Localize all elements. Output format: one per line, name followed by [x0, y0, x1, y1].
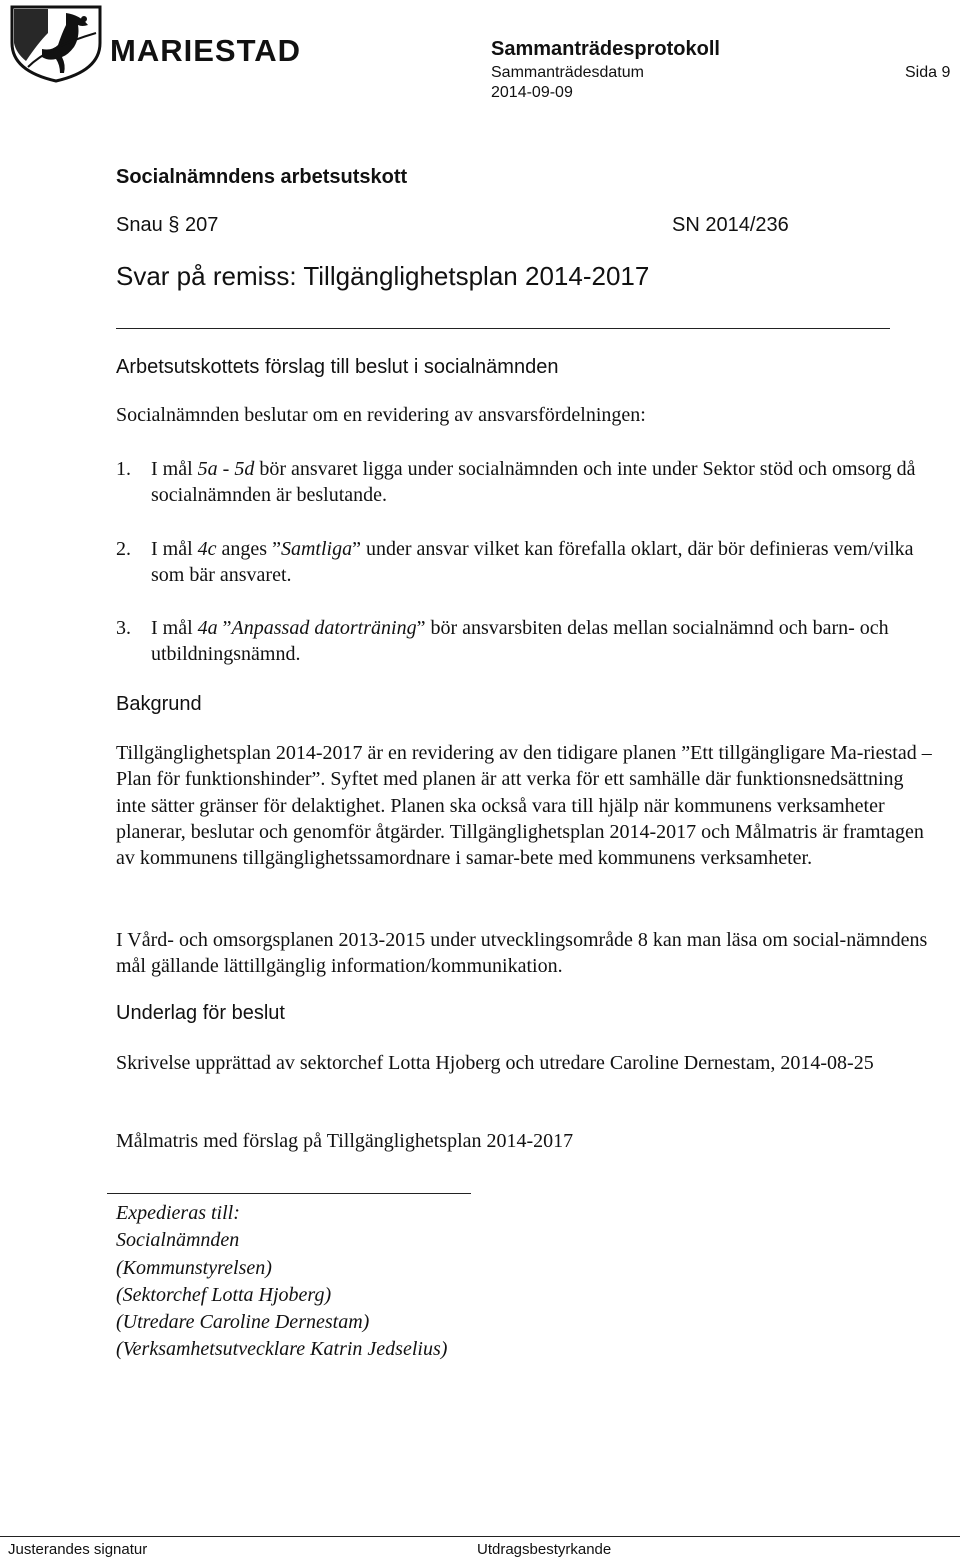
- dispatch-recipient: (Kommunstyrelsen): [116, 1256, 272, 1279]
- page-number: Sida 9: [905, 64, 951, 81]
- background-heading: Bakgrund: [116, 693, 202, 715]
- proposal-intro: Socialnämnden beslutar om en revidering av ansvarsfördelningen:: [116, 404, 646, 426]
- divider: [107, 1193, 471, 1194]
- paragraph-reference: Snau § 207: [116, 214, 219, 236]
- footer-signature-label: Justerandes signatur: [8, 1541, 148, 1558]
- list-item-text: I mål 4c anges ”Samtliga” under ansvar vilket kan förefalla oklart, där bör definieras vem/vilka som bär ansvaret.: [151, 538, 914, 586]
- dispatch-recipient: (Utredare Caroline Dernestam): [116, 1311, 370, 1334]
- proposal-heading: Arbetsutskottets förslag till beslut i socialnämnden: [116, 356, 559, 378]
- committee-name: Socialnämndens arbetsutskott: [116, 166, 408, 188]
- dispatch-list: [116, 1200, 447, 1364]
- case-number: SN 2014/236: [672, 214, 789, 236]
- basis-heading: Underlag för beslut: [116, 1002, 285, 1024]
- basis-document-2: Målmatris med förslag på Tillgänglighetsplan 2014-2017: [116, 1130, 574, 1152]
- list-item-number: 3.: [116, 617, 131, 639]
- background-paragraph: Tillgänglighetsplan 2014-2017 är en revidering av den tidigare planen ”Ett tillgängligare Ma-riestad – Plan för funktionshinder”. Syftet med planen är att verka för ett samhälle där funktionsnedsättning inte sätter gränser för delaktighet. Planen ska också vara till hjälp när kommunens verksamheter planerar, beslutar och genomför åtgärder. Tillgänglighetsplan 2014-2017 och Målmatris är framtagen av kommunens tillgänglighetssamordnare i samar-bete med kommunens verksamheter.: [116, 742, 932, 870]
- list-item-text: I mål 4a ”Anpassad datorträning” bör ansvarsbiten delas mellan socialnämnd och barn- och utbildningsnämnd.: [151, 617, 889, 665]
- list-item: [116, 536, 924, 588]
- subject-heading: Svar på remiss: Tillgänglighetsplan 2014-2017: [116, 261, 650, 291]
- list-item-number: 2.: [116, 538, 131, 560]
- coat-of-arms-icon: [8, 3, 108, 83]
- meeting-date: 2014-09-09: [491, 84, 573, 101]
- document-title: Sammanträdesprotokoll: [491, 38, 720, 60]
- basis-document-1: Skrivelse upprättad av sektorchef Lotta Hjoberg och utredare Caroline Dernestam, 2014-08-25: [116, 1052, 874, 1074]
- divider: [116, 328, 890, 329]
- footer-divider: [0, 1536, 960, 1537]
- list-item-number: 1.: [116, 458, 131, 480]
- meeting-date-label: Sammanträdesdatum: [491, 64, 644, 81]
- dispatch-recipient: (Sektorchef Lotta Hjoberg): [116, 1283, 332, 1306]
- logo-wordmark: MARIESTAD: [110, 33, 301, 68]
- dispatch-heading: Expedieras till:: [116, 1202, 240, 1224]
- dispatch-recipient: (Verksamhetsutvecklare Katrin Jedselius): [116, 1338, 448, 1361]
- care-plan-paragraph: I Vård- och omsorgsplanen 2013-2015 under utvecklingsområde 8 kan man läsa om social-nämndens mål gällande lättillgänglig information/kommunikation.: [116, 929, 928, 978]
- list-item-text: I mål 5a - 5d bör ansvaret ligga under socialnämnden och inte under Sektor stöd och omsorg då socialnämnden är beslutande.: [151, 458, 916, 506]
- dispatch-recipient: Socialnämnden: [116, 1229, 240, 1252]
- list-item: [116, 456, 924, 508]
- list-item: [116, 615, 924, 667]
- footer-certification-label: Utdragsbestyrkande: [477, 1541, 612, 1558]
